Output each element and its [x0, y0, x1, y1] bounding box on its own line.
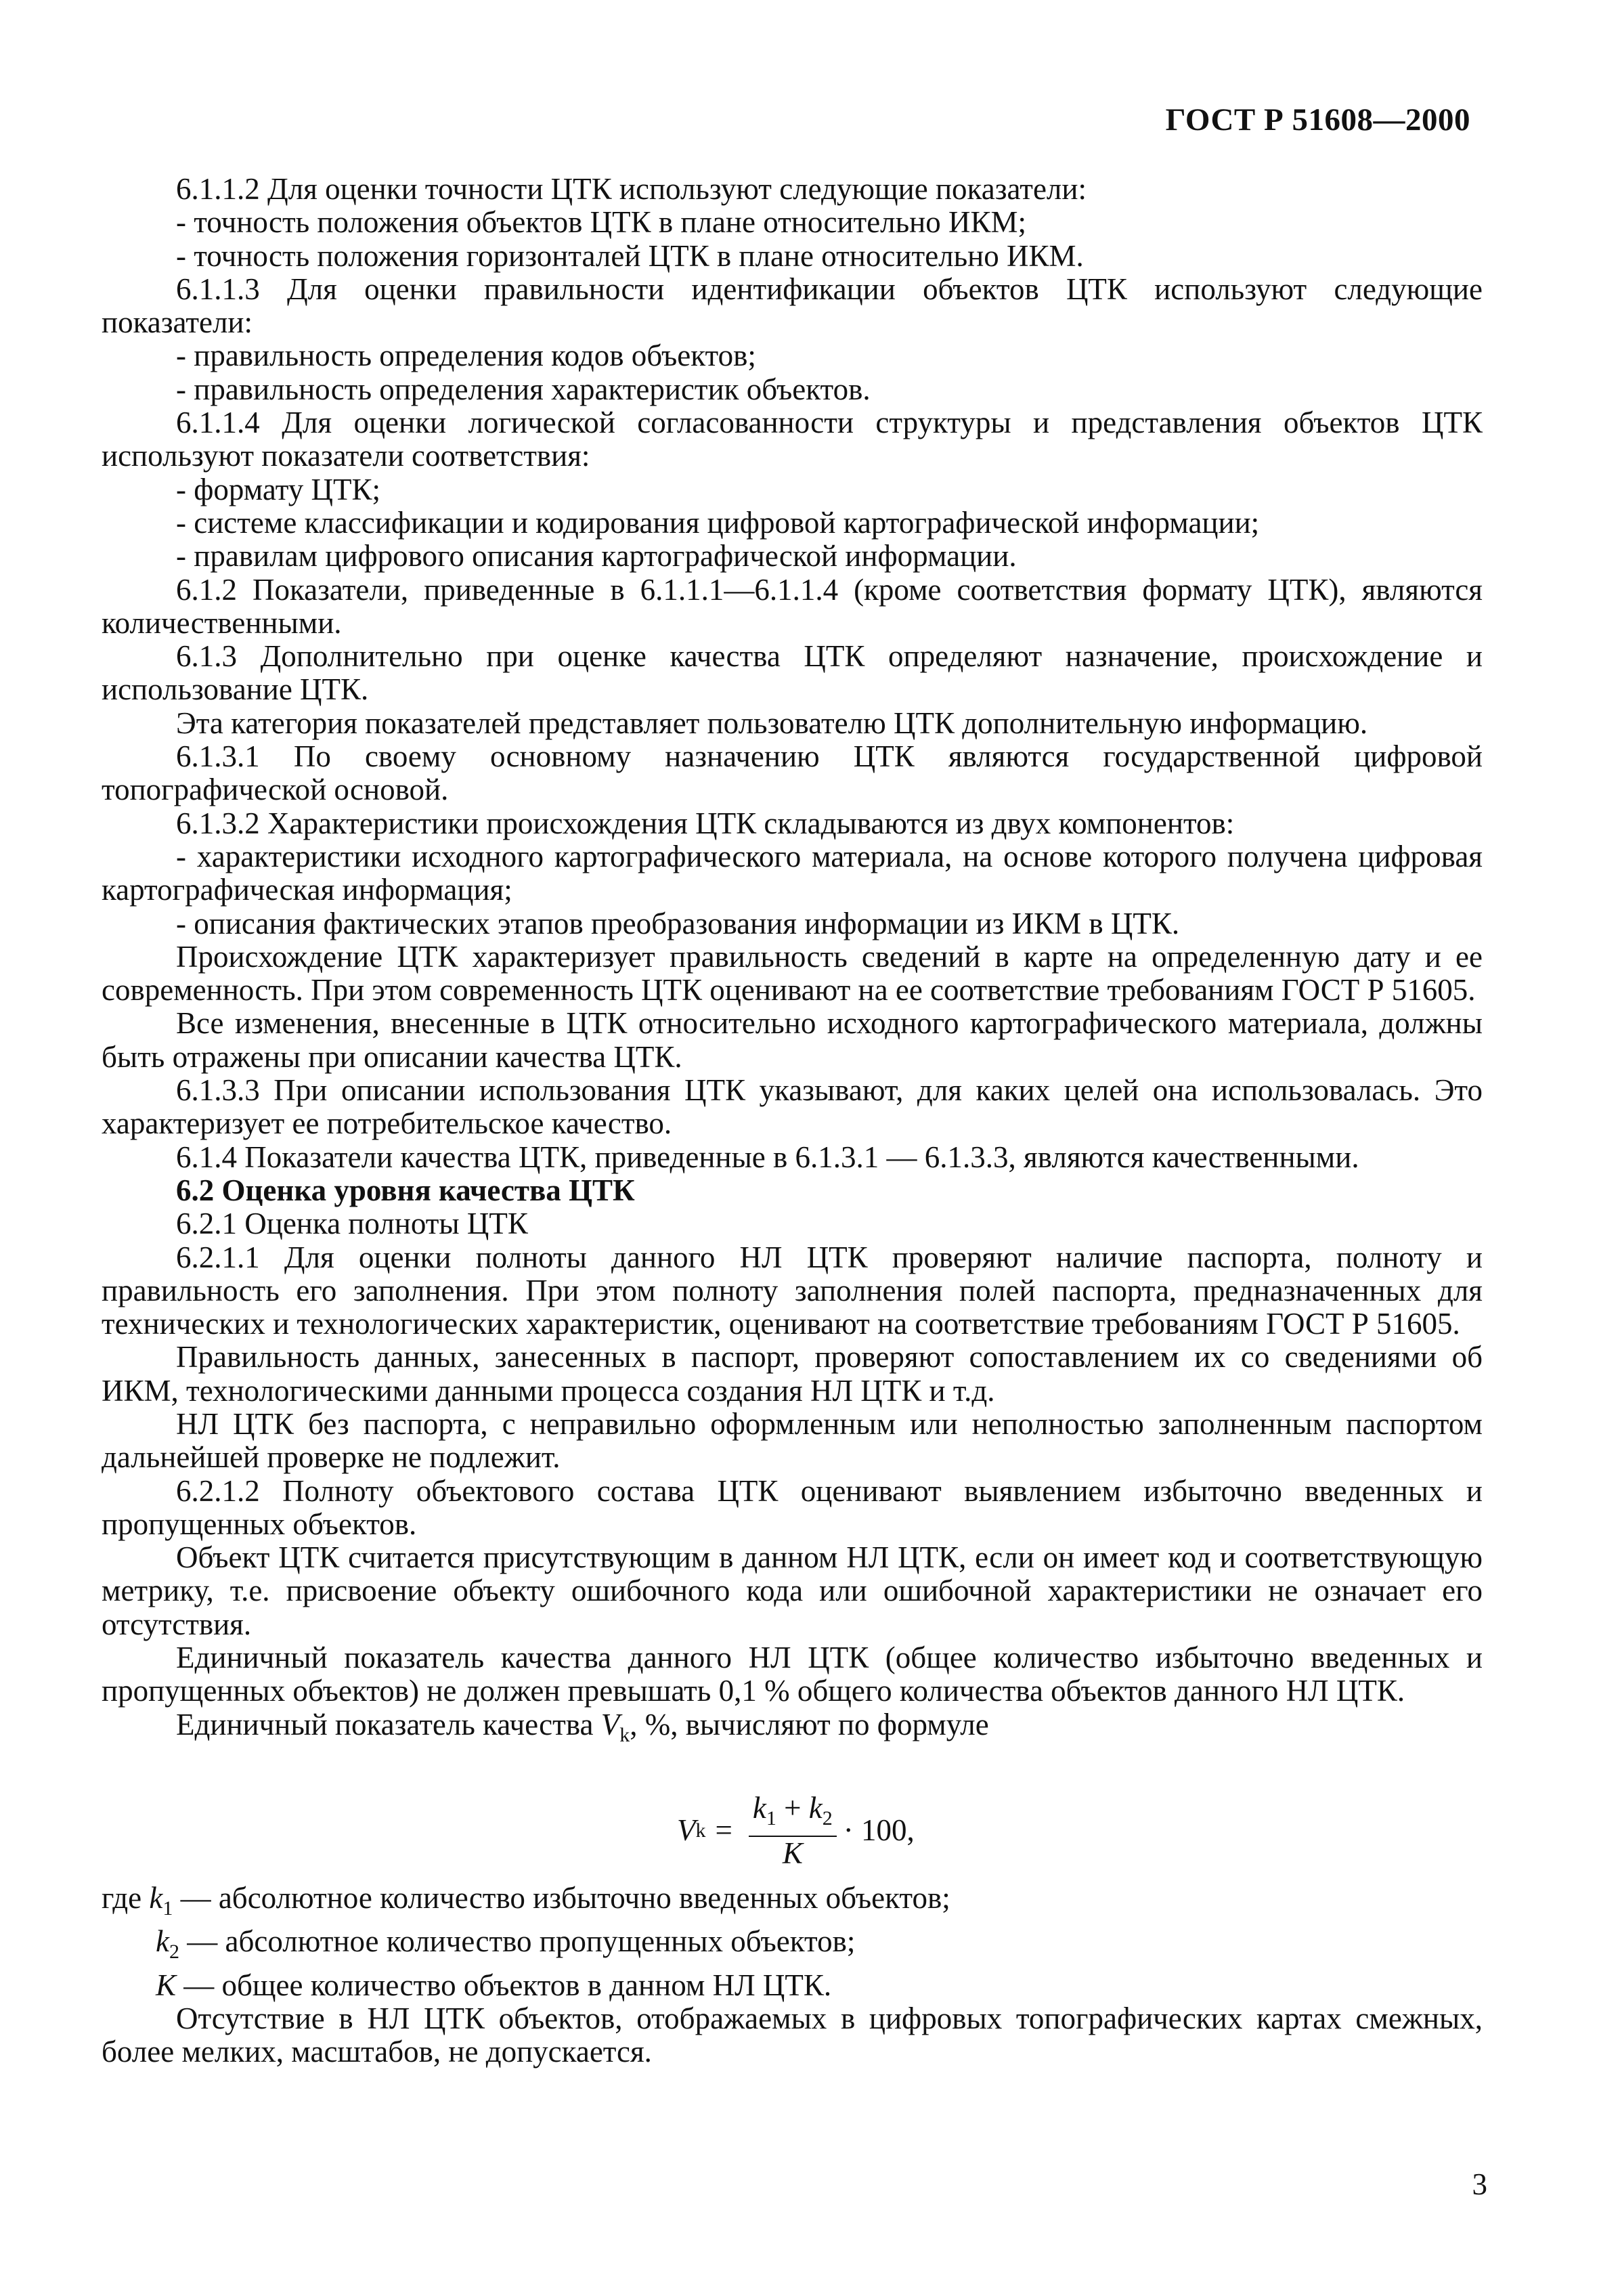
paragraph: Все изменения, внесенные в ЦТК относительно исходного картографического материала, должны быть отражены при описании качества ЦТК. [102, 1006, 1483, 1074]
para-6-1-4: 6.1.4 Показатели качества ЦТК, приведенные в 6.1.3.1 — 6.1.3.3, являются качественными. [176, 1140, 1359, 1174]
paragraph: Правильность данных, занесенных в паспорт, проверяют сопоставлением их со сведениями об ИКМ, технологическими данными процесса создания НЛ ЦТК и т.д. [102, 1340, 1483, 1408]
para-6-1-1-4: 6.1.1.4 Для оценки логической согласованности структуры и представления объектов ЦТК используют показатели соответствия: [102, 406, 1483, 473]
list-item: - правилам цифрового описания картографической информации. [176, 539, 1017, 573]
formula-fraction [749, 1792, 837, 1869]
para-6-1-2: 6.1.2 Показатели, приведенные в 6.1.1.1—6.1.1.4 (кроме соответствия формату ЦТК), являются количественными. [102, 572, 1483, 640]
formula: V k = $\frac{k_1 + k_2}{K}$ · 100, [677, 1790, 915, 1870]
formula-block [102, 1767, 1483, 1882]
paragraph: НЛ ЦТК без паспорта, с неправильно оформленным или неполностью заполненным паспортом дальнейшей проверке не подлежит. [102, 1406, 1483, 1475]
para-6-1-3-3: 6.1.3.3 При описании использования ЦТК указывают, для каких целей она использовалась. Это характеризует ее потребительское качество. [102, 1073, 1483, 1141]
paragraph: Объект ЦТК считается присутствующим в данном НЛ ЦТК, если он имеет код и соответствующую метрику, т.е. присвоение объекту ошибочного кода или ошибочной характеристики не означает его отсутствия. [102, 1540, 1483, 1641]
section-heading-6-2: 6.2 Оценка уровня качества ЦТК [176, 1173, 635, 1207]
formula-intro: Единичный показатель качества $V_k$, %, вычисляют по формуле [176, 1707, 989, 1746]
para-6-1-3-2: 6.1.3.2 Характеристики происхождения ЦТК складываются из двух компонентов: [176, 806, 1235, 840]
paragraph: Эта категория показателей представляет пользователю ЦТК дополнительную информацию. [176, 706, 1368, 740]
list-item: - точность положения горизонталей ЦТК в плане относительно ИКМ. [176, 238, 1084, 273]
para-6-2-1: 6.2.1 Оценка полноты ЦТК [176, 1207, 528, 1241]
para-6-1-1-2: 6.1.1.2 Для оценки точности ЦТК используют следующие показатели: [176, 172, 1087, 206]
page-number: 3 [1472, 2167, 1487, 2201]
formula-denominator: K [782, 1836, 803, 1870]
paragraph: Единичный показатель качества данного НЛ ЦТК (общее количество избыточно введенных и пропущенных объектов) не должен превышать 0,1 % общего количества объектов данного НЛ ЦТК. [102, 1641, 1483, 1708]
paragraph: Происхождение ЦТК характеризует правильность сведений в карте на определенную дату и ее современность. При этом современность ЦТК оценивают на ее соответствие требованиям ГОСТ Р 51605. [102, 939, 1483, 1008]
para-6-1-3-1: 6.1.3.1 По своему основному назначению ЦТК являются государственной цифровой топографической основой. [102, 739, 1483, 807]
list-item: - характеристики исходного картографического материала, на основе которого получена цифровая картографическая информация; [102, 839, 1483, 907]
list-item: - системе классификации и кодирования цифровой картографической информации; [176, 505, 1260, 540]
para-6-1-3: 6.1.3 Дополнительно при оценке качества ЦТК определяют назначение, происхождение и использование ЦТК. [102, 639, 1483, 707]
list-item: - описания фактических этапов преобразования информации из ИКМ в ЦТК. [176, 906, 1180, 940]
list-item: - формату ЦТК; [176, 472, 381, 506]
para-6-2-1-2: 6.2.1.2 Полноту объектового состава ЦТК оценивают выявлением избыточно введенных и пропущенных объектов. [102, 1473, 1483, 1541]
formula-numerator: $k_1 + k_2$ [749, 1792, 837, 1837]
document-header: ГОСТ Р 51608—2000 [1165, 102, 1470, 137]
paragraph: Отсутствие в НЛ ЦТК объектов, отображаемых в цифровых топографических картах смежных, более мелких, масштабов, не допускается. [102, 2001, 1483, 2069]
legend-k2: $k_2$ — абсолютное количество пропущенных объектов; [156, 1924, 856, 1964]
list-item: - точность положения объектов ЦТК в плане относительно ИКМ; [176, 205, 1027, 240]
list-item: - правильность определения характеристик объектов. [176, 372, 871, 406]
legend-k1: где $k_1$ — абсолютное количество избыточно введенных объектов; [102, 1880, 950, 1920]
legend-K: K — общее количество объектов в данном НЛ ЦТК. [156, 1968, 832, 2002]
page-content [102, 173, 1483, 2068]
para-6-2-1-1: 6.2.1.1 Для оценки полноты данного НЛ ЦТК проверяют наличие паспорта, полноту и правильность его заполнения. При этом полноту заполнения полей паспорта, предназначенных для технических и технологических характеристик, оценивают на соответствие требованиям ГОСТ Р 51605. [102, 1240, 1483, 1341]
list-item: - правильность определения кодов объектов; [176, 339, 756, 373]
formula-legend [102, 1882, 1483, 2002]
para-6-1-1-3: 6.1.1.3 Для оценки правильности идентификации объектов ЦТК используют следующие показатели: [102, 272, 1483, 340]
